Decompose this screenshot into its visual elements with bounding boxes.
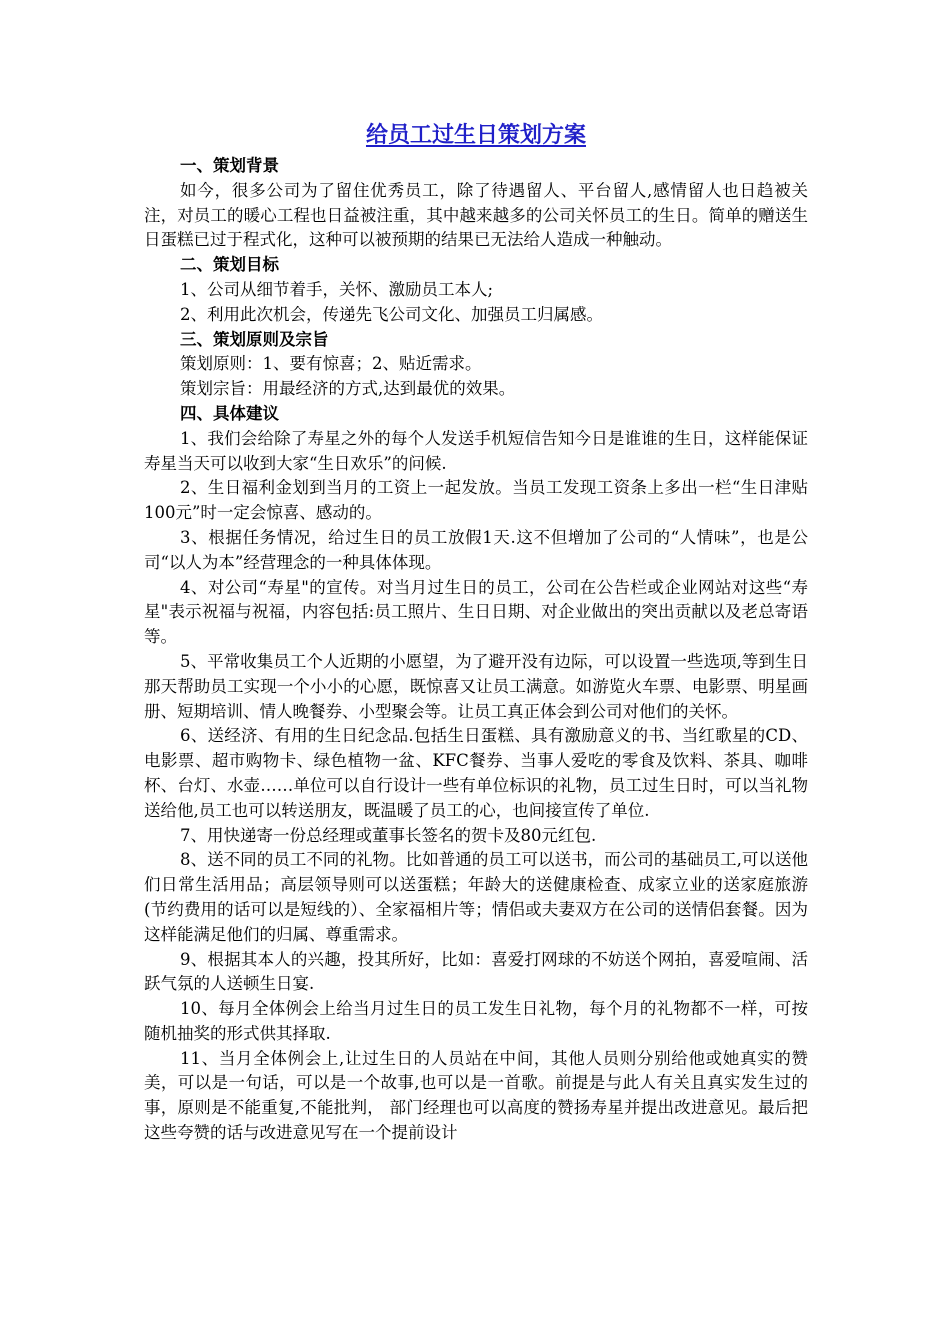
paragraph: 策划宗旨：用最经济的方式,达到最优的效果。 bbox=[180, 379, 516, 399]
document-page bbox=[144, 118, 808, 1146]
paragraph: 7、用快递寄一份总经理或董事长签名的贺卡及80元红包. bbox=[180, 825, 597, 845]
paragraph: 6、送经济、有用的生日纪念品.包括生日蛋糕、具有激励意义的书、当红歌星的CD、电影票、超市购物卡、绿色植物一盆、KFC餐券、当事人爱吃的零食及饮料、茶具、咖啡杯、台灯、水壶……单位可以自行设计一些有单位标识的礼物，员工过生日时，可以当礼物送给他,员工也可以转送朋友，既温暖了员工的心，也间接宣传了单位. bbox=[144, 726, 808, 820]
section-background bbox=[144, 154, 808, 253]
paragraph: 9、根据其本人的兴趣，投其所好，比如：喜爱打网球的不妨送个网拍，喜爱喧闹、活跃气氛的人送顿生日宴. bbox=[144, 949, 808, 994]
paragraph: 5、平常收集员工个人近期的小愿望，为了避开没有边际，可以设置一些选项,等到生日那天帮助员工实现一个小小的心愿，既惊喜又让员工满意。如游览火车票、电影票、明星画册、短期培训、情人晚餐券、小型聚会等。让员工真正体会到公司对他们的关怀。 bbox=[144, 651, 808, 721]
section-goals bbox=[144, 253, 808, 327]
paragraph: 如今，很多公司为了留住优秀员工，除了待遇留人、平台留人,感情留人也日趋被关注，对员工的暖心工程也日益被注重，其中越来越多的公司关怀员工的生日。简单的赠送生日蛋糕已过于程式化，这种可以被预期的结果已无法给人造成一种触动。 bbox=[144, 180, 808, 250]
document-title: 给员工过生日策划方案 bbox=[365, 123, 586, 148]
paragraph: 3、根据任务情况，给过生日的员工放假1天.这不但增加了公司的“人情味”，也是公司“以人为本”经营理念的一种具体体现。 bbox=[144, 527, 808, 572]
paragraph: 11、当月全体例会上,让过生日的人员站在中间，其他人员则分别给他或她真实的赞美，可以是一句话，可以是一个故事,也可以是一首歌。前提是与此人有关且真实发生过的事，原则是不能重复,不能批判， 部门经理也可以高度的赞扬寿星并提出改进意见。最后把这些夸赞的话与改进意见写在一个提前设计 bbox=[144, 1048, 808, 1143]
section-heading: 三、策划原则及宗旨 bbox=[180, 329, 329, 349]
paragraph: 1、我们会给除了寿星之外的每个人发送手机短信告知今日是谁谁的生日，这样能保证寿星当天可以收到大家“生日欢乐”的问候. bbox=[144, 428, 808, 473]
paragraph: 2、利用此次机会，传递先飞公司文化、加强员工归属感。 bbox=[180, 304, 603, 324]
paragraph: 10、每月全体例会上给当月过生日的员工发生日礼物，每个月的礼物都不一样，可按随机抽奖的形式供其择取. bbox=[144, 999, 808, 1043]
section-heading: 一、策划背景 bbox=[180, 156, 279, 175]
paragraph: 2、生日福利金划到当月的工资上一起发放。当员工发现工资条上多出一栏“生日津贴100元”时一定会惊喜、感动的。 bbox=[144, 478, 808, 523]
section-heading: 四、具体建议 bbox=[180, 403, 279, 423]
section-suggestions bbox=[144, 402, 808, 1146]
section-heading: 二、策划目标 bbox=[180, 255, 279, 275]
paragraph: 策划原则：1、要有惊喜；2、贴近需求。 bbox=[180, 354, 482, 374]
section-principles bbox=[144, 328, 808, 402]
paragraph: 4、对公司“寿星"的宣传。对当月过生日的员工，公司在公告栏或企业网站对这些“寿星"表示祝福与祝福，内容包括:员工照片、生日日期、对企业做出的突出贡献以及老总寄语等。 bbox=[144, 577, 808, 647]
paragraph: 8、送不同的员工不同的礼物。比如普通的员工可以送书，而公司的基础员工,可以送他们日常生活用品；高层领导则可以送蛋糕；年龄大的送健康检查、成家立业的送家庭旅游(节约费用的话可以是短线的）、全家福相片等；情侣或夫妻双方在公司的送情侣套餐。因为这样能满足他们的归属、尊重需求。 bbox=[144, 850, 808, 944]
paragraph: 1、公司从细节着手，关怀、激励员工本人; bbox=[180, 279, 494, 299]
